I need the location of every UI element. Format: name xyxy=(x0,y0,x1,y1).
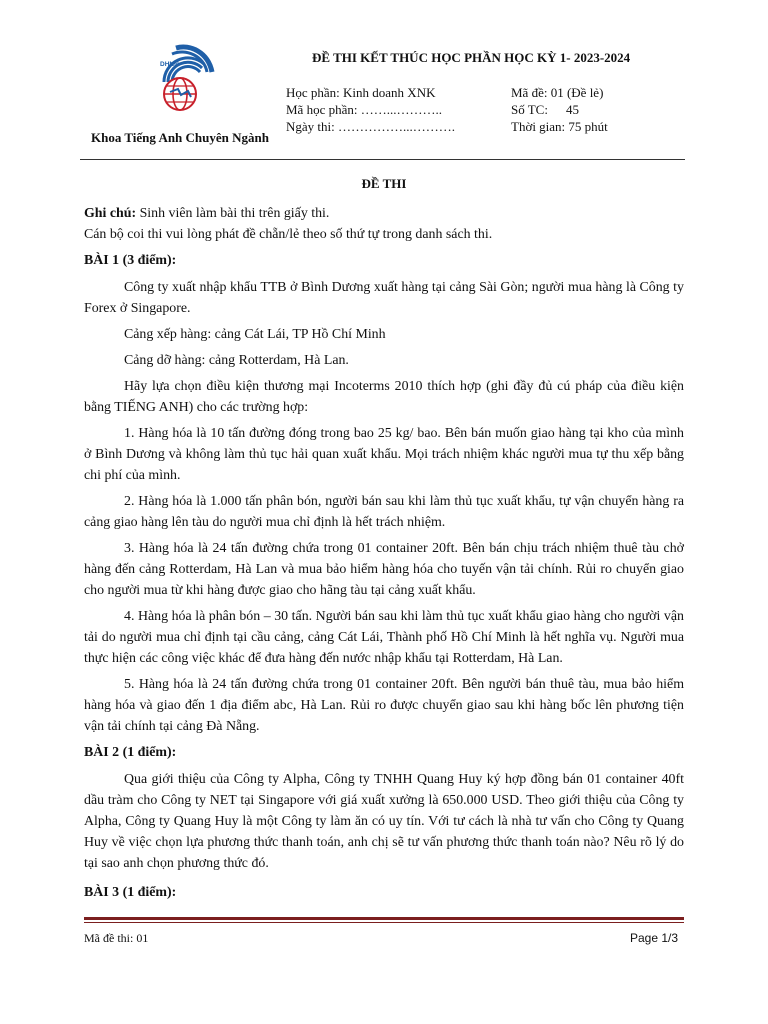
credits xyxy=(511,101,608,118)
header-divider xyxy=(80,159,685,160)
bai1-title: BÀI 1 (3 điểm): xyxy=(84,253,177,268)
credits-label: Số TC: xyxy=(511,102,548,117)
credits-value: 45 xyxy=(565,102,579,117)
footer-exam-code: Mã đề thi: 01 xyxy=(84,931,149,945)
bai1-port-discharge: Cảng dỡ hàng: cảng Rotterdam, Hà Lan. xyxy=(124,353,349,368)
bai1-question: Hãy lựa chọn điều kiện thương mại Incoterms 2010 thích hợp (ghi đầy đủ cú pháp của điều kiện bằng TIẾNG ANH) cho các trường hợp: xyxy=(84,379,684,415)
bai1-intro: Công ty xuất nhập khẩu TTB ở Bình Dương xuất hàng tại cảng Sài Gòn; người mua hàng là Công ty Forex ở Singapore. xyxy=(84,280,684,316)
course-code: Mã học phần: ……...……….. xyxy=(286,102,442,117)
bai1-item-1: 1. Hàng hóa là 10 tấn đường đóng trong bao 25 kg/ bao. Bên bán muốn giao hàng tại kho của mình ở Bình Dương và không làm thủ tục hải quan xuất khẩu. Mọi trách nhiệm khác người mua tự thu xếp bằng chi phí của mình. xyxy=(84,426,684,483)
university-logo xyxy=(150,42,216,118)
note-2: Cán bộ coi thi vui lòng phát đề chẵn/lẻ theo số thứ tự trong danh sách thi. xyxy=(84,227,493,242)
note-text: Sinh viên làm bài thi trên giấy thi. xyxy=(136,206,330,221)
note-label: Ghi chú: xyxy=(84,206,137,221)
footer-rule-thick xyxy=(84,917,684,920)
exam-duration: Thời gian: 75 phút xyxy=(511,119,608,134)
note xyxy=(84,203,684,224)
faculty-name: Khoa Tiếng Anh Chuyên Ngành xyxy=(91,130,269,145)
footer-rule-thin xyxy=(84,922,684,923)
exam-date: Ngày thi: ……………...………. xyxy=(286,119,455,134)
bai1-item-2: 2. Hàng hóa là 1.000 tấn phân bón, người bán sau khi làm thủ tục xuất khẩu, tự vận chuyển hàng ra cảng giao hàng lên tàu do người mua chỉ định là hết trách nhiệm. xyxy=(84,494,684,530)
exam-content xyxy=(84,176,684,909)
exam-code: Mã đề: 01 (Đề lẻ) xyxy=(511,85,604,100)
course-name: Học phần: Kinh doanh XNK xyxy=(286,85,436,100)
bai1-port-load: Cảng xếp hàng: cảng Cát Lái, TP Hồ Chí Minh xyxy=(124,327,386,342)
exam-info-left xyxy=(286,84,455,135)
bai3-title: BÀI 3 (1 điểm): xyxy=(84,885,177,900)
bai2-title: BÀI 2 (1 điểm): xyxy=(84,745,177,760)
bai1-item-4: 4. Hàng hóa là phân bón – 30 tấn. Người bán sau khi làm thủ tục xuất khẩu giao hàng cho người vận tải do người mua chỉ định tại cầu cảng, cảng Cát Lái, Thành phố Hồ Chí Minh là hết nghĩa vụ. Người mua thực hiện các công việc khác để đưa hàng đến nước nhập khẩu tại Rotterdam, Hà Lan. xyxy=(84,609,684,666)
section-heading: ĐỀ THI xyxy=(361,176,407,191)
logo-text: DHNN xyxy=(160,61,179,68)
exam-info-right xyxy=(511,84,608,135)
bai1-item-3: 3. Hàng hóa là 24 tấn đường chứa trong 01 container 20ft. Bên bán chịu trách nhiệm thuê tàu chở hàng đến cảng Rotterdam, Hà Lan và mua bảo hiểm hàng hóa cho tuyến vận tải chính. Rủi ro chuyển giao cho người mua từ khi hàng được giao cho hãng tàu tại cảng xuất khẩu. xyxy=(84,541,684,598)
bai2-text: Qua giới thiệu của Công ty Alpha, Công ty TNHH Quang Huy ký hợp đồng bán 01 container 40ft dầu tràm cho Công ty NET tại Singapore với giá xuất xưởng là 650.000 USD. Theo giới thiệu của Công ty Alpha, Công ty Quang Huy là một Công ty làm ăn có uy tín. Với tư cách là nhà tư vấn cho Công ty Quang Huy về việc chọn lựa phương thức thanh toán, anh chị sẽ tư vấn phương thức thanh toán nào? Nêu rõ lý do tại sao anh chọn phương thức đó. xyxy=(84,772,684,871)
footer-page-number: Page 1/3 xyxy=(630,931,679,945)
exam-title: ĐỀ THI KẾT THÚC HỌC PHẦN HỌC KỲ 1- 2023-2024 xyxy=(312,50,631,65)
bai1-item-5: 5. Hàng hóa là 24 tấn đường chứa trong 01 container 20ft. Bên người bán thuê tàu, mua bảo hiểm hàng hóa và giao đến 1 địa điểm abc, Hà Lan. Rủi ro được chuyển giao sau khi hàng bốc lên phương tiện vận tải chính tại cảng Đà Nẵng. xyxy=(84,677,684,734)
